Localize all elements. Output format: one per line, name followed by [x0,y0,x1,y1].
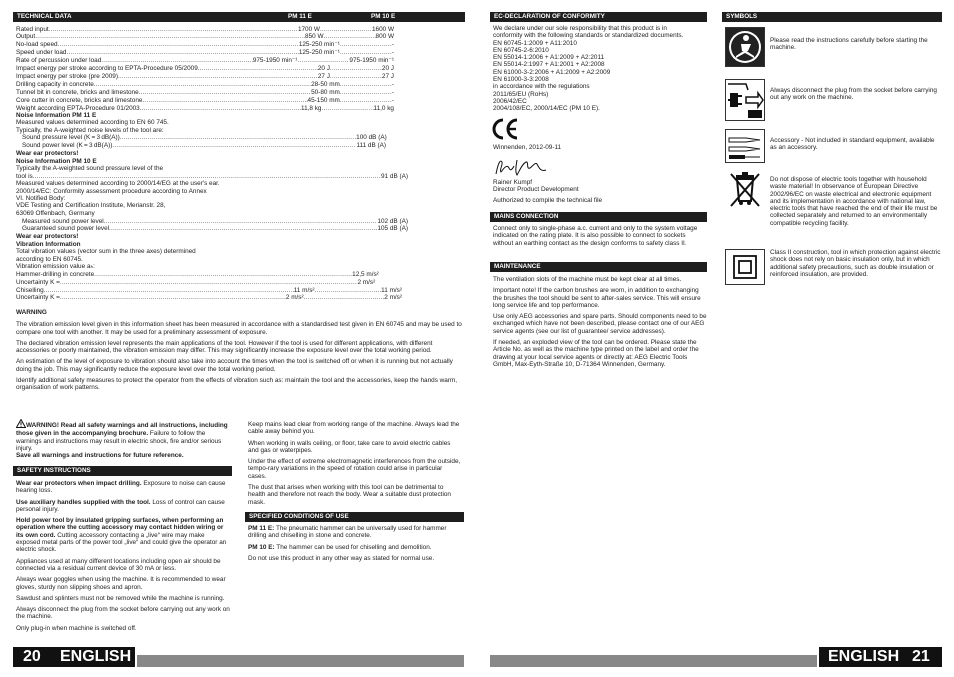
sound-power-row: Sound power level (K = 3 dB(A)) ..... 111 dB (A) [16,142,408,150]
ec-authorization: Authorized to compile the technical file [493,196,603,204]
page-footer-right [819,647,942,667]
col-pm11e: PM 11 E [288,13,312,20]
symbol-text-class-ii: Class II construction, tool in which protection against electric shock does not rely on basic insulation only, but in which additional safety precautions, such as double insulation or reinforced insulation, are provided. [770,249,941,278]
symbol-text-unplug: Always disconnect the plug from the socket before carrying out any work on the machine. [770,87,937,102]
standard-item: EN 61000-3-2:2006 + A1:2009 + A2:2009 [493,68,611,76]
tech-row: Tunnel bit in concrete, bricks and limestone ..... 50-80 mm ..... - [16,88,394,96]
tech-row: No-load speed ..... 125-250 min⁻¹ ..... - [16,41,394,49]
read-instructions-icon [725,27,765,67]
ec-declaration-heading: EC-DECLARATION OF CONFORMITY [490,12,707,22]
page-number: 20 [23,648,41,665]
symbol-text-weee: Do not dispose of electric tools together with household waste material! In observance of European Directive 2002/96/EC on waste electrical and electronic equipment and its implementation in accordance with national law, electric tools that have reached the end of their life must be collected separately and returned to an environmentally compatible recycling facility. [770,176,938,227]
page-footer-left [13,647,135,667]
mains-connection: Connect only to single-phase a.c. current and only to the system voltage indicated on the rating plate. It is also possible to connect to sockets without an earthing contact as the design conforms to safety class II. [493,225,698,247]
safety-instructions: Wear ear protectors when impact drilling. Exposure to noise can cause hearing loss. Use auxiliary handles supplied with the tool. Loss of control can cause personal injury. Hold power tool by insulated gripping surfaces, when performing an operation where the cutting accessory may contact hidden wiring or its own cord. Cutting accessory contacting a „live“ wire may make exposed metal parts of the power tool „live“ and could give the operator an electric shock. Appliances used at many different locations including open air should be connected via a residual current device of 30 mA or less. Always wear goggles when using the machine. It is recommended to wear gloves, sturdy non slipping shoes and apron. Sawdust and splinters must not be removed while the machine is running. Always disconnect the plug from the socket before carrying out any work on the machine. Only plug-in when machine is switched off. [16,480,230,632]
signer-role: Director Product Development [493,186,579,194]
footer-bar [490,655,817,667]
safety-instructions-heading: SAFETY INSTRUCTIONS [13,466,232,476]
technical-data-heading-cols [235,12,465,22]
tech-row: Impact energy per stroke according to EPTA-Procedure 05/2009 ..... 20 J ..... 20 J [16,64,394,72]
safety-intro: WARNING! Read all safety warnings and all instructions, including those given in the accompanying brochure. Failure to follow the warnings and instructions may result in electric shock, fire and/or serious injury. Save all warnings and instructions for future reference. [16,419,232,463]
ce-mark-icon [491,118,519,140]
symbol-text-accessory: Accessory - Not included in standard equipment, available as an accessory. [770,137,935,152]
tech-row: Output ..... 850 W ..... 800 W [16,33,394,41]
vibration-info: Vibration Information Total vibration values (vector sum in the three axes) determined according to EN 60745. Vibration emission value aₕ: Hammer-drilling in concrete ..... 12,5 m/s² Uncertainty K = ..... 2 m/s² Chiselling ..... 11 m/s² ..... 11 m/s² Uncertainty K = ..... 2 m/s² ..... 2 m/s² [16,241,402,302]
specified-conditions-heading: SPECIFIED CONDITIONS OF USE [245,512,464,522]
technical-data-table [16,25,394,112]
tech-row: Rated input ..... 1700 W ..... 1600 W [16,25,394,33]
noise-info-pm10e: Noise Information PM 10 E Typically the A-weighted sound pressure level of the tool is ..... 91 dB (A) Measured values determined according to 2000/14/EG at the user's ear. 2000/14/EC: Conformity assessment procedure according to Annex VI. Notified Body: VDE Testing and Certification Institute, Merianstr. 28, 63069 Offenbach, Germany Measured sound power level ..... 102 dB (A) Guaranteed sound power level ..... 105 dB (A) Wear ear protectors! [16,158,408,240]
tech-row: Weight according EPTA-Procedure 01/2003 ..... 11,8 kg ..... 11,0 kg [16,104,394,112]
standards-list [493,40,707,84]
maintenance-heading: MAINTENANCE [490,262,707,272]
mains-connection-heading: MAINS CONNECTION [490,212,707,222]
language-label: ENGLISH [60,648,132,665]
unplug-icon [725,79,765,121]
warning-title: WARNING [16,309,47,316]
tech-row: Core cutter in concrete, bricks and limestone ..... 45-150 mm ..... - [16,96,394,104]
col-pm10e: PM 10 E [371,13,396,20]
footer-bar [137,655,464,667]
specified-conditions: PM 11 E: The pneumatic hammer can be universally used for hammer drilling and chiselling in stone and concrete. PM 10 E: The hammer can be used for chiselling and demolition. Do not use this product in any other way as stated for normal use. [248,525,447,562]
language-label: ENGLISH [828,648,900,665]
weee-bin-icon [725,170,765,210]
warning-section: WARNING The vibration emission level given in this information sheet has been measured in accordance with a standardised test given in EN 60745 and may be used to compare one tool with another. It may be used for a preliminary assessment of exposure. The declared vibration emission level represents the main applications of the tool. However if the tool is used for different applications, with different accessories or poorly maintained, the vibration emission may differ. This may significantly increase the exposure level over the total working period. An estimation of the level of exposure to vibration should also take into account the times when the tool is switched off or when it is running but not actually doing the job. This may significantly reduce the exposure level over the total working period. Identify additional safety measures to protect the operator from the effects of vibration such as: maintain the tool and the accessories, keep the hands warm, organisation of work patterns. [16,309,462,392]
standard-item: EN 60745-2-6:2010 [493,46,549,54]
standard-item: EN 61000-3-3:2008 [493,76,549,84]
maintenance: The ventilation slots of the machine must be kept clear at all times. Important note! If the carbon brushes are worn, in addition to exchanging the brushes the tool should be sent to after-sales service. This will ensure long service life and top performance. Use only AEG accessories and spare parts. Should components need to be exchanged which have not been described, please contact one of our AEG service agents (see our list of guarantee/ service addresses). If needed, an exploded view of the tool can be ordered. Please state the Article No. as well as the machine type printed on the label and order the drawing at your local service agents or directly at: AEG Electric Tools GmbH, Max-Eyth-Straße 10, D-71364 Winnenden, Germany. [493,276,707,368]
safety-continued: Keep mains lead clear from working range of the machine. Always lead the cable away behind you. When working in walls ceiling, or floor, take care to avoid electric cables and gas or waterpipes. Under the effect of extreme electromagnetic interferences from the outside, tempo-rary variations in the speed of rotation could arise in particular cases. The dust that arises when working with this tool can be detrimental to health and therefore not reach the body. Wear a suitable dust protection mask. [248,421,461,506]
accessory-icon [725,129,765,163]
page-21 [477,0,954,677]
symbol-text-read: Please read the instructions carefully before starting the machine. [770,37,928,52]
signature-icon [493,156,549,178]
ec-place-date: Winnenden, 2012-09-11 [493,144,562,151]
standard-item: EN 55014-2:1997 + A1:2001 + A2:2008 [493,61,605,69]
tech-row: Impact energy per stroke (pre 2009) ..... 27 J ..... 27 J [16,72,394,80]
page-number: 21 [912,648,930,665]
tech-row: Drilling capacity in concrete ..... 28-50 mm ..... - [16,80,394,88]
signer-name: Rainer Kumpf [493,179,533,186]
sound-pressure-row: Sound pressure level (K = 3 dB(A)) ..... 100 dB (A) [16,134,408,142]
noise-info-pm11e: Noise Information PM 11 E Measured values determined according to EN 60 745. Typically, the A-weighted noise levels of the tool are: Sound pressure level (K = 3 dB(A)) ..... 100 dB (A) Sound power level (K = 3 dB(A)) ..... 111 dB (A) Wear ear protectors! [16,112,408,157]
class-ii-icon [725,249,765,285]
tech-row: Speed under load ..... 125-250 min⁻¹ ..... - [16,49,394,57]
ec-declaration: We declare under our sole responsibility that this product is in conformity with the following standards or standardized documents. EN 60745-1:2009 + A11:2010 EN 60745-2-6:2010 EN 55014-1:2006 + A1:2009 + A2:2011 EN 55014-2:1997 + A1:2001 + A2:2008 EN 61000-3-2:2006 + A1:2009 + A2:2009 EN 61000-3-3:2008 in accordance with the regulations 2011/65/EU (RoHs) 2006/42/EC 2004/108/EC, 2000/14/EC (PM 10 E). [493,25,707,113]
symbols-heading: SYMBOLS [722,12,942,22]
tech-row: Rate of percussion under load ..... 975-1950 min⁻¹ ..... 975-1950 min⁻¹ [16,57,394,65]
standard-item: EN 55014-1:2006 + A1:2009 + A2:2011 [493,54,605,62]
standard-item: EN 60745-1:2009 + A11:2010 [493,39,577,47]
technical-data-heading: TECHNICAL DATA [13,12,235,22]
warning-triangle-icon [16,419,26,430]
